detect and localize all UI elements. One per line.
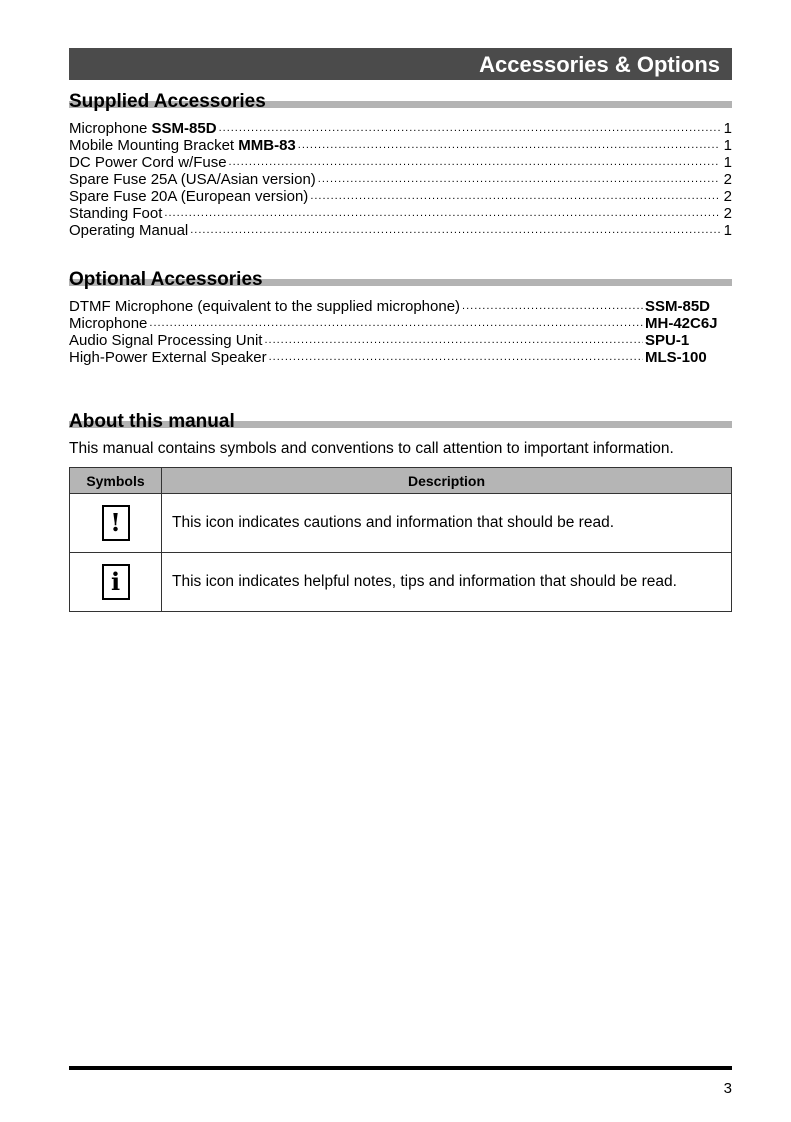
dot-leader [164,205,720,222]
table-row [70,494,732,553]
list-item [69,137,732,154]
item-quantity: 1 [723,222,732,239]
dot-leader [264,332,643,349]
info-icon: i [102,564,130,600]
dot-leader [269,349,643,366]
item-model: SSM-85D [151,120,217,137]
page-header-banner: Accessories & Options [69,48,732,80]
supplied-list [69,120,732,239]
list-item [69,222,732,239]
item-label: Microphone [69,315,148,332]
list-item [69,349,732,366]
item-label: Spare Fuse 20A (European version) [69,188,309,205]
heading-text: Supplied Accessories [69,91,266,112]
header-symbols: Symbols [70,468,162,494]
item-label: DTMF Microphone (equivalent to the supplied microphone) [69,298,461,315]
optional-list [69,298,732,366]
dot-leader [229,154,720,171]
item-quantity: 1 [723,120,732,137]
item-label: Microphone SSM-85D [69,120,217,137]
item-label: Operating Manual [69,222,189,239]
page-number: 3 [723,1080,732,1097]
list-item [69,298,732,315]
dot-leader [219,120,720,137]
item-quantity: 2 [723,188,732,205]
item-quantity: 2 [723,171,732,188]
section-heading-about [69,411,732,433]
list-item [69,154,732,171]
footer-rule [69,1066,732,1070]
item-quantity: 2 [723,205,732,222]
item-model: SSM-85D [645,298,711,315]
list-item [69,332,732,349]
item-label: Audio Signal Processing Unit [69,332,263,349]
list-item [69,171,732,188]
dot-leader [190,222,720,239]
caution-icon: ! [102,505,130,541]
item-label: DC Power Cord w/Fuse [69,154,227,171]
table-row [70,553,732,612]
symbols-table [69,467,732,612]
item-model: MH-42C6J [645,315,718,332]
dot-leader [298,137,720,154]
heading-text: Optional Accessories [69,269,263,290]
section-heading-optional [69,269,732,291]
list-item [69,188,732,205]
section-heading-supplied [69,91,732,113]
item-model: MMB-83 [238,137,296,154]
item-label: Standing Foot [69,205,163,222]
item-label: Mobile Mounting Bracket MMB-83 [69,137,296,154]
row-description: This icon indicates cautions and information that should be read. [162,494,732,553]
heading-text: About this manual [69,411,235,432]
list-item [69,315,732,332]
dot-leader [149,315,643,332]
item-quantity: 1 [723,154,732,171]
header-description: Description [162,468,732,494]
item-label: Spare Fuse 25A (USA/Asian version) [69,171,316,188]
item-model: MLS-100 [645,349,707,366]
item-quantity: 1 [723,137,732,154]
about-intro: This manual contains symbols and conventions to call attention to important information. [69,440,674,457]
item-label: High-Power External Speaker [69,349,267,366]
row-description: This icon indicates helpful notes, tips and information that should be read. [162,553,732,612]
list-item [69,205,732,222]
table-header-row [70,468,732,494]
item-model: SPU-1 [645,332,690,349]
dot-leader [318,171,720,188]
dot-leader [310,188,720,205]
dot-leader [462,298,643,315]
list-item [69,120,732,137]
